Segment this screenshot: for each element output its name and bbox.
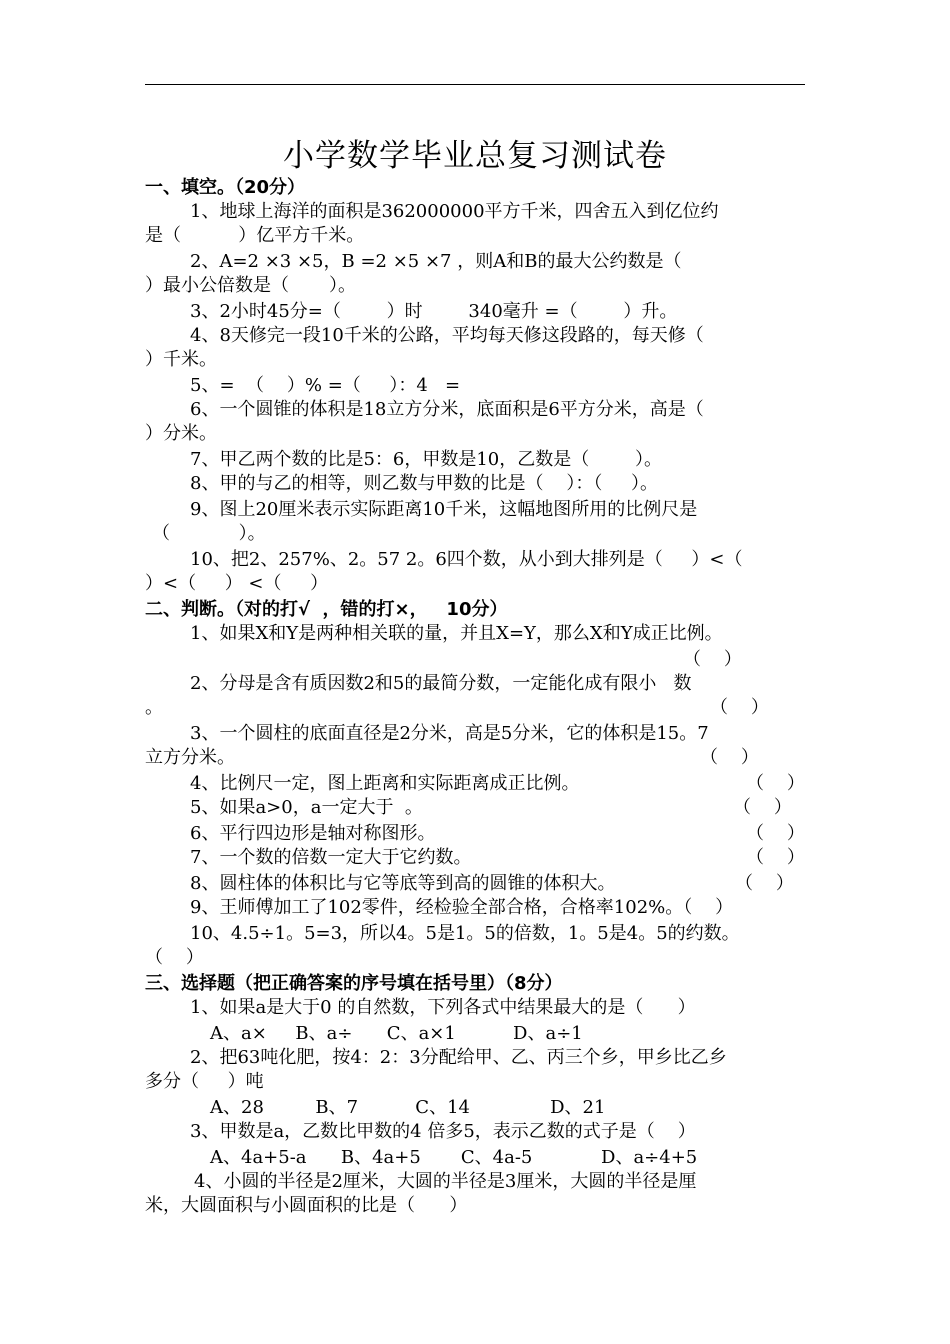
section-heading: 一、填空。（20分） (145, 177, 306, 198)
question-line: 5、如果a>0，a一定大于 。 (190, 797, 423, 818)
question-line: 7、一个数的倍数一定大于它约数。 (190, 847, 472, 868)
question-line: 2、分母是含有质因数2和5的最简分数，一定能化成有限小 数 (190, 673, 692, 694)
question-line: （ ）。 (152, 523, 266, 544)
question-line: 1、如果X和Y是两种相关联的量，并且X=Y，那么X和Y成正比例。 (190, 623, 723, 644)
question-line: A、4a+5-a B、4a+5 C、4a-5 D、a÷4+5 (210, 1147, 698, 1168)
question-line: 米，大圆面积与小圆面积的比是（ ） (145, 1195, 468, 1216)
question-line: 7、甲乙两个数的比是5：6，甲数是10，乙数是（ ）。 (190, 449, 663, 470)
question-line: 2、把63吨化肥，按4：2：3分配给甲、乙、丙三个乡，甲乡比乙乡 (190, 1047, 727, 1068)
question-line: 1、地球上海洋的面积是362000000平方千米，四舍五入到亿位约 (190, 201, 719, 222)
question-line: 4、8天修完一段10千米的公路，平均每天修这段路的，每天修（ (190, 325, 704, 346)
question-line: （ ） (733, 797, 792, 818)
question-line: 是（ ）亿平方千米。 (145, 225, 365, 246)
question-line: （ ） (145, 947, 204, 968)
question-line: ）最小公倍数是（ ）。 (145, 275, 357, 296)
question-line: 4、小圆的半径是2厘米，大圆的半径是3厘米，大圆的半径是厘 (194, 1171, 697, 1192)
question-line: 3、甲数是a，乙数比甲数的4 倍多5，表示乙数的式子是（ ） (190, 1121, 696, 1142)
question-line: 多分（ ）吨 (145, 1071, 264, 1092)
question-line: （ ） (746, 847, 805, 868)
question-line: ）分米。 (145, 423, 217, 444)
question-line: 9、图上20厘米表示实际距离10千米，这幅地图所用的比例尺是 (190, 499, 698, 520)
question-line: （ ） (735, 873, 794, 894)
header-rule (145, 84, 805, 85)
question-line: A、28 B、7 C、14 D、21 (210, 1097, 606, 1118)
section-heading: 三、选择题（把正确答案的序号填在括号里）（8分） (145, 973, 563, 994)
question-line: （ ） (700, 747, 759, 768)
question-line: （ ） (710, 697, 769, 718)
question-line: 3、一个圆柱的底面直径是2分米，高是5分米，它的体积是15。7 (190, 723, 709, 744)
question-line: 6、平行四边形是轴对称图形。 (190, 823, 436, 844)
question-line: 4、比例尺一定，图上距离和实际距离成正比例。 (190, 773, 580, 794)
question-line: 10、4.5÷1。5=3，所以4。5是1。5的倍数，1。5是4。5的约数。 (190, 923, 740, 944)
question-line: 5、= （ ）% =（ ）：4 = (190, 375, 461, 396)
question-line: 6、一个圆锥的体积是18立方分米，底面积是6平方分米，高是（ (190, 399, 704, 420)
question-line: 8、圆柱体的体积比与它等底等到高的圆锥的体积大。 (190, 873, 616, 894)
question-line: 10、把2、257%、2。57 2。6四个数，从小到大排列是（ ）<（ (190, 549, 743, 570)
question-line: 立方分米。 (145, 747, 235, 768)
question-line: 3、2小时45分=（ ）时 340毫升 =（ ）升。 (190, 301, 678, 322)
question-line: A、a× B、a÷ C、a×1 D、a÷1 (210, 1023, 583, 1044)
question-line: 1、如果a是大于0 的自然数，下列各式中结果最大的是（ ） (190, 997, 696, 1018)
question-line: 8、甲的与乙的相等，则乙数与甲数的比是（ ）：（ ）。 (190, 473, 658, 494)
question-line: ）<（ ） <（ ） (145, 573, 329, 594)
question-line: ）千米。 (145, 349, 217, 370)
question-line: （ ） (746, 773, 805, 794)
question-line: （ ） (746, 823, 805, 844)
question-line: （ ） (683, 649, 742, 670)
page-title: 小学数学毕业总复习测试卷 (283, 138, 667, 174)
question-line: 2、A=2 ×3 ×5，B =2 ×5 ×7 ，则A和B的最大公约数是（ (190, 251, 682, 272)
question-line: 9、王师傅加工了102零件，经检验全部合格，合格率102%。（ ） (190, 897, 734, 918)
question-line: 。 (145, 697, 163, 718)
section-heading: 二、判断。（对的打√ ，错的打×， 10分） (145, 599, 508, 620)
